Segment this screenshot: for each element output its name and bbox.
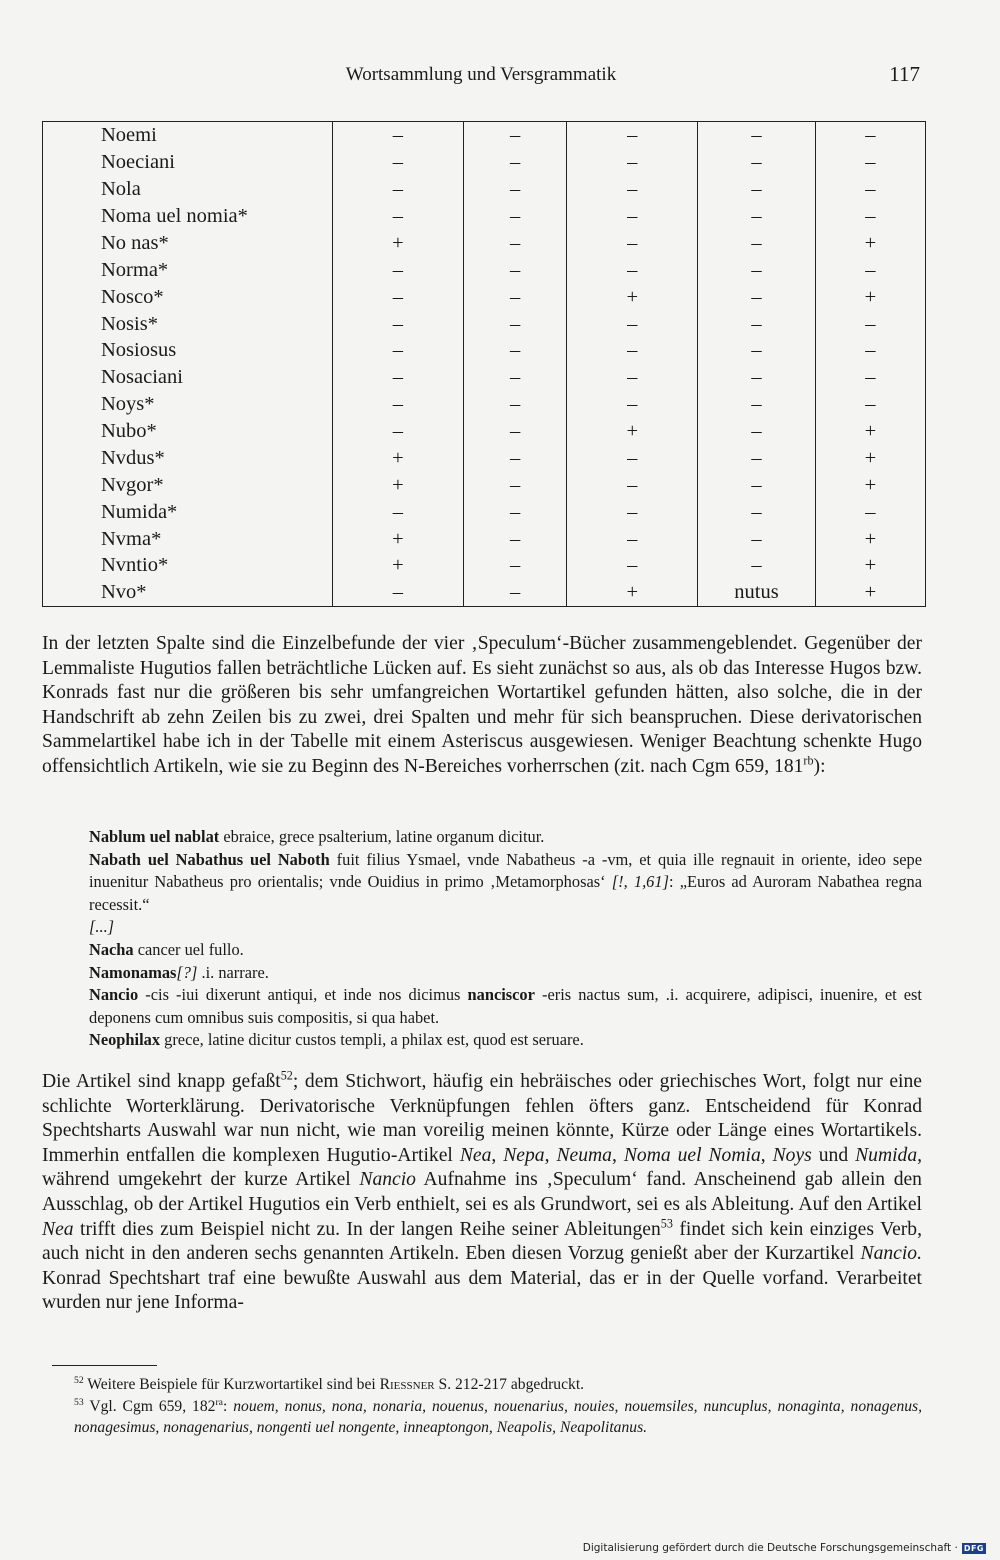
value-cell: –	[332, 418, 463, 445]
table-row	[43, 176, 926, 203]
italic-term: Numida,	[855, 1144, 923, 1166]
entry-headword: Nancio	[89, 985, 139, 1005]
value-cell: –	[698, 552, 815, 579]
value-cell: –	[698, 203, 815, 230]
lemma-cell: Nvdus*	[43, 445, 333, 472]
value-cell: –	[815, 391, 925, 418]
lemma-cell: Nvma*	[43, 525, 333, 552]
italic-term: Nancio.	[860, 1243, 922, 1265]
entry-headword: Nablum uel nablat	[89, 827, 220, 846]
value-cell: –	[332, 498, 463, 525]
value-cell: +	[567, 579, 698, 607]
table-row	[43, 471, 926, 498]
entry-text: -cis -iui dixerunt antiqui, et inde nos dicimus	[138, 985, 468, 1005]
text-run: ,	[491, 1144, 504, 1166]
value-cell: –	[698, 364, 815, 391]
entry-note: [!, 1,61]	[611, 872, 669, 892]
value-cell: –	[698, 283, 815, 310]
table-row	[43, 364, 926, 391]
table-row	[43, 579, 926, 607]
italic-term: Neuma	[556, 1144, 612, 1166]
value-cell: –	[698, 471, 815, 498]
text-run: Die Artikel sind knapp gefaßt	[42, 1071, 281, 1092]
value-cell: +	[332, 525, 463, 552]
italic-term: Noma uel Nomia	[623, 1144, 761, 1166]
ellipsis: [...]	[89, 917, 115, 937]
table-row	[43, 283, 926, 310]
value-cell: –	[567, 310, 698, 337]
table-row	[43, 203, 926, 230]
value-cell: nutus	[698, 579, 815, 607]
lemma-cell: Nosaciani	[43, 364, 333, 391]
value-cell: –	[698, 445, 815, 472]
table-row	[43, 525, 926, 552]
table-row	[43, 256, 926, 283]
value-cell: +	[815, 552, 925, 579]
running-title: Wortsammlung und Versgrammatik	[345, 64, 617, 85]
table-row	[43, 391, 926, 418]
lemma-cell: Nvntio*	[43, 552, 333, 579]
value-cell: –	[567, 122, 698, 149]
value-cell: –	[815, 498, 925, 525]
entry-text: ebraice, grece psalterium, latine organum dicitur.	[219, 827, 545, 846]
value-cell: –	[698, 337, 815, 364]
value-cell: –	[698, 230, 815, 257]
entry-text: grece, latine dicitur custos templi, a philax est, quod est seruare.	[160, 1030, 584, 1050]
entry-text: .i. narrare.	[197, 962, 269, 982]
value-cell: –	[332, 176, 463, 203]
value-cell: –	[463, 256, 566, 283]
value-cell: –	[815, 176, 925, 203]
footnote-text: :	[222, 1397, 234, 1415]
footnote-text: Weitere Beispiele für Kurzwortartikel sind bei	[83, 1376, 380, 1393]
entry-note: [?]	[176, 962, 198, 982]
value-cell: –	[463, 445, 566, 472]
entry-text: cancer uel fullo.	[133, 939, 244, 959]
value-cell: –	[332, 256, 463, 283]
value-cell: –	[815, 149, 925, 176]
lemma-cell: Noeciani	[43, 149, 333, 176]
italic-term: Nepa	[503, 1144, 545, 1166]
value-cell: –	[332, 391, 463, 418]
folio-sup: ra	[215, 1396, 223, 1408]
text-run: ,	[760, 1144, 773, 1166]
value-cell: –	[567, 552, 698, 579]
table-row	[43, 230, 926, 257]
value-cell: –	[815, 256, 925, 283]
value-cell: –	[332, 149, 463, 176]
entry-headword: Nacha	[89, 939, 134, 959]
quote-entry-nacha	[89, 939, 922, 962]
quote-entry-namonamas	[89, 962, 922, 985]
value-cell: –	[463, 230, 566, 257]
value-cell: +	[332, 471, 463, 498]
value-cell: –	[332, 337, 463, 364]
lemma-cell: No nas*	[43, 230, 333, 257]
value-cell: –	[567, 525, 698, 552]
footnote-number: 53	[74, 1396, 84, 1408]
value-cell: –	[698, 310, 815, 337]
dfg-credit	[583, 1542, 986, 1554]
lemma-cell: Noemi	[43, 122, 333, 149]
value-cell: –	[332, 283, 463, 310]
text-run: ; dem Stichwort, häufig ein hebräisches oder griechisches Wort, folgt nur eine schlichte Worterklärung. Derivatorische Verknüpfungen fehlen öfters ganz. Entscheidend für Konrad Spechtsharts Auswahl war nun nicht, wie man voreilig meinen könnte, Kürze oder Länge eines Wortartikels. Immerhin entfallen die komplexen Hugutio-Artikel	[42, 1071, 922, 1166]
value-cell: +	[815, 471, 925, 498]
value-cell: –	[463, 283, 566, 310]
entry-headword: Neophilax	[89, 1030, 161, 1050]
entry-text: fuit filius Ysmael, vnde Nabatheus -a -vm, et quia ille regnauit in oriente, ideo sepe inuenitur Nabatheus pro orientalis; vnde Ouidius in primo ‚Metamorphosas‘	[89, 849, 923, 892]
value-cell: –	[698, 391, 815, 418]
entry-headword: Namonamas	[89, 962, 177, 982]
table-row	[43, 445, 926, 472]
value-cell: +	[815, 525, 925, 552]
page-header	[42, 62, 920, 90]
value-cell: –	[332, 310, 463, 337]
value-cell: –	[463, 471, 566, 498]
value-cell: –	[463, 337, 566, 364]
lemma-cell: Nvo*	[43, 579, 333, 607]
value-cell: +	[567, 283, 698, 310]
lemma-cell: Nosiosus	[43, 337, 333, 364]
table-row	[43, 552, 926, 579]
value-cell: –	[463, 203, 566, 230]
table-row	[43, 498, 926, 525]
footnote-52	[52, 1374, 922, 1396]
value-cell: –	[815, 203, 925, 230]
value-cell: –	[815, 364, 925, 391]
value-cell: –	[698, 418, 815, 445]
text-run: ,	[544, 1144, 557, 1166]
quote-entry-neophilax	[89, 1029, 922, 1052]
text-run: Konrad Spechtshart traf eine bewußte Auswahl aus dem Material, das er in der Quelle vorfand. Verarbeitet wurden nur jene Informa-	[42, 1267, 922, 1314]
value-cell: +	[332, 445, 463, 472]
value-cell: –	[815, 310, 925, 337]
value-cell: –	[567, 256, 698, 283]
page-number: 117	[889, 62, 920, 86]
table-row	[43, 418, 926, 445]
text-run: während umgekehrt der kurze Artikel	[42, 1169, 360, 1191]
table-row	[43, 149, 926, 176]
lemma-cell: Numida*	[43, 498, 333, 525]
lemma-cell: Nosco*	[43, 283, 333, 310]
quoted-glossary	[89, 826, 922, 1052]
text-run: trifft dies zum Beispiel nicht zu. In der langen Reihe seiner Ableitungen	[73, 1218, 661, 1240]
italic-term: Noys	[772, 1144, 812, 1166]
lemma-cell: Nubo*	[43, 418, 333, 445]
paragraph-2	[42, 1070, 922, 1316]
footnote-ref-52: 52	[280, 1068, 293, 1083]
value-cell: –	[463, 176, 566, 203]
lemma-table	[42, 121, 926, 607]
value-cell: –	[567, 149, 698, 176]
value-cell: –	[463, 525, 566, 552]
quote-entry-nabath	[89, 849, 922, 917]
value-cell: –	[698, 149, 815, 176]
value-cell: +	[815, 230, 925, 257]
author-name: Riessner	[379, 1376, 435, 1393]
entry-text: : „Euros ad Auroram Nabathea regna recessit.“	[89, 872, 922, 914]
lemma-cell: Nola	[43, 176, 333, 203]
table-row	[43, 310, 926, 337]
value-cell: –	[698, 498, 815, 525]
lemma-cell: Nosis*	[43, 310, 333, 337]
paragraph-1-text: In der letzten Spalte sind die Einzelbefunde der vier ‚Speculum‘-Bücher zusammengeblendet. Gegenüber der Lemmaliste Hugutios fallen beträchtliche Lücken auf. Es sieht zunächst so aus, als ob das Interesse Hugos bzw. Konrads fast nur die größeren bis sehr umfangreichen Wortartikel gefunden hätten, also solche, die in der Handschrift ab zehn Zeilen bis zu zwei, drei Spalten und mehr für sich beanspruchen. Diese derivatorischen Sammelartikel habe ich in der Tabelle mit einem Asteriscus ausgewiesen. Weniger Beachtung schenkte Hugo offensichtlich Artikeln, wie sie zu Beginn des N-Bereiches vorherrschen (zit. nach Cgm 659, 181	[42, 633, 922, 777]
value-cell: +	[815, 579, 925, 607]
value-cell: –	[332, 122, 463, 149]
value-cell: +	[815, 283, 925, 310]
value-cell: –	[463, 149, 566, 176]
dfg-credit-text: Digitalisierung gefördert durch die Deutsche Forschungsgemeinschaft ·	[582, 1542, 958, 1554]
dfg-logo: DFG	[963, 1543, 984, 1553]
word-list: nouem, nonus, nona, nonaria, nouenus, nouenarius, nouies, nouemsiles, nuncuplus, nonaginta, nonagenus, nonagesimus, nonagenarius, nongenti uel nongente, inneaptongon, Neapolis, Neapolitanus.	[74, 1397, 922, 1437]
value-cell: –	[567, 364, 698, 391]
value-cell: +	[332, 230, 463, 257]
footnote-53	[52, 1396, 922, 1439]
quote-entry-nancio	[89, 984, 922, 1029]
value-cell: +	[332, 552, 463, 579]
quote-entry-nablum	[89, 826, 922, 849]
value-cell: –	[698, 176, 815, 203]
value-cell: –	[698, 256, 815, 283]
value-cell: –	[463, 310, 566, 337]
lemma-cell: Norma*	[43, 256, 333, 283]
text-run: und	[811, 1144, 856, 1166]
footnote-text: Vgl. Cgm 659, 182	[83, 1397, 216, 1415]
value-cell: –	[567, 498, 698, 525]
footnotes	[52, 1374, 922, 1439]
value-cell: –	[567, 391, 698, 418]
value-cell: –	[463, 391, 566, 418]
entry-text: -eris nactus sum, .i. acquirere, adipisci, inuenire, et est deponens cum omnibus suis compositis, si qua habet.	[89, 985, 922, 1027]
quote-ellipsis	[89, 916, 922, 939]
value-cell: –	[567, 445, 698, 472]
value-cell: –	[567, 203, 698, 230]
value-cell: –	[567, 471, 698, 498]
value-cell: –	[698, 525, 815, 552]
value-cell: –	[332, 579, 463, 607]
table-row	[43, 122, 926, 149]
footnote-number: 52	[74, 1374, 84, 1386]
value-cell: –	[463, 552, 566, 579]
italic-term: Nea	[459, 1144, 492, 1166]
value-cell: –	[332, 364, 463, 391]
italic-term: Nancio	[359, 1169, 416, 1191]
value-cell: –	[815, 122, 925, 149]
value-cell: –	[567, 176, 698, 203]
value-cell: –	[567, 230, 698, 257]
table-row	[43, 337, 926, 364]
text-run: findet sich kein einziges Verb, auch nicht in den anderen sechs genannten Artikeln. Eben diesen Vorzug genießt aber der Kurzartikel	[42, 1218, 923, 1265]
entry-headword: nanciscor	[467, 985, 535, 1005]
entry-headword: Nabath uel Nabathus uel Naboth	[89, 849, 330, 869]
value-cell: –	[463, 122, 566, 149]
value-cell: –	[463, 364, 566, 391]
footnote-ref-53: 53	[660, 1216, 673, 1231]
value-cell: –	[332, 203, 463, 230]
value-cell: –	[567, 337, 698, 364]
lemma-cell: Noys*	[43, 391, 333, 418]
italic-term: Nea	[42, 1218, 74, 1240]
value-cell: +	[815, 445, 925, 472]
lemma-cell: Noma uel nomia*	[43, 203, 333, 230]
paragraph-1-tail: ):	[813, 755, 826, 777]
value-cell: –	[463, 498, 566, 525]
value-cell: –	[698, 122, 815, 149]
value-cell: –	[463, 579, 566, 607]
footnote-rule	[52, 1365, 157, 1366]
value-cell: –	[815, 337, 925, 364]
lemma-cell: Nvgor*	[43, 471, 333, 498]
value-cell: –	[463, 418, 566, 445]
paragraph-1	[42, 632, 922, 780]
text-run: ,	[611, 1144, 624, 1166]
text-run: Aufnahme ins ‚Speculum‘ fand. Anscheinend gab allein den Ausschlag, ob der Artikel Hugutios ein Verb enthielt, sei es als Grundwort, sei es als Ableitung. Auf den Artikel	[42, 1169, 922, 1215]
footnote-text: S. 212-217 abgedruckt.	[434, 1376, 585, 1393]
value-cell: +	[815, 418, 925, 445]
value-cell: +	[567, 418, 698, 445]
paragraph-1-sup: rb	[803, 753, 814, 768]
